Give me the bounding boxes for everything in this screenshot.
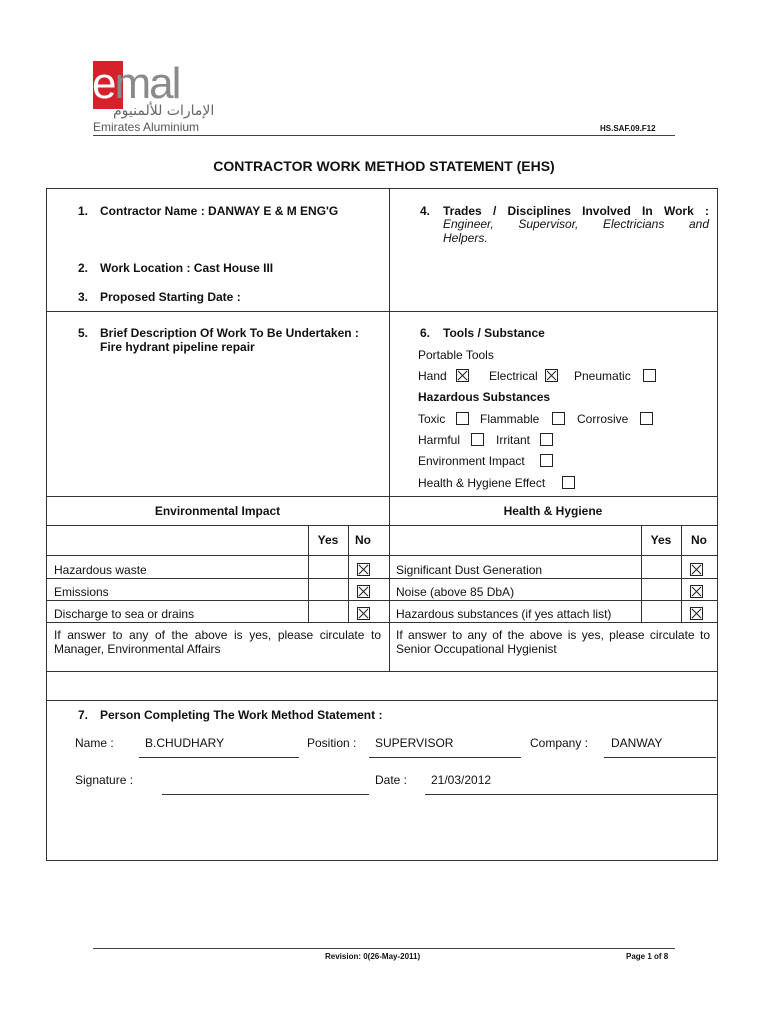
table-row: Emissions [54, 585, 109, 599]
position-underline [369, 757, 521, 758]
logo-letters: mal [114, 59, 180, 108]
proposed-starting-date: Proposed Starting Date : [100, 290, 241, 304]
footer-rule [93, 948, 675, 949]
table-row: Hazardous waste [54, 563, 147, 577]
logo-letter: e [92, 59, 115, 108]
trades-label: Trades / Disciplines Involved In Work : [443, 204, 709, 218]
corrosive-label: Corrosive [577, 412, 629, 426]
revision-text: Revision: 0(26-May-2011) [325, 952, 421, 961]
header-rule [93, 135, 675, 136]
contractor-name-row [100, 204, 338, 218]
signature-label: Signature : [75, 773, 134, 787]
brief-number: 5. [78, 326, 89, 340]
contractor-number: 1. [78, 204, 89, 218]
portable-tools-label: Portable Tools [418, 348, 494, 362]
divider [46, 525, 718, 526]
health-yes-header: Yes [650, 533, 672, 547]
tools-number: 6. [420, 326, 431, 340]
date-label: Date : [375, 773, 408, 787]
health-note-line1: If answer to any of the above is yes, please circulate to [396, 628, 710, 642]
table-row: Hazardous substances (if yes attach list) [396, 607, 612, 621]
name-underline [139, 757, 299, 758]
divider [46, 622, 718, 623]
trades-value-line2: Helpers. [443, 231, 488, 245]
corrosive-checkbox[interactable] [640, 412, 653, 425]
hazardous-substances-heading: Hazardous Substances [418, 390, 551, 404]
divider [46, 496, 718, 497]
work-location: Work Location : Cast House III [100, 261, 274, 275]
env-no-checkbox[interactable] [357, 585, 370, 598]
date-underline [425, 794, 717, 795]
company-underline [604, 757, 716, 758]
trades-value-line1: Engineer, Supervisor, Electricians and [443, 217, 709, 231]
health-no-checkbox[interactable] [690, 563, 703, 576]
divider [46, 600, 718, 601]
env-no-checkbox[interactable] [357, 563, 370, 576]
divider [46, 578, 718, 579]
health-note-line2: Senior Occupational Hygienist [396, 642, 557, 656]
divider [46, 555, 718, 556]
document-reference: HS.SAF.09.F12 [600, 124, 656, 133]
environment-impact-checkbox[interactable] [540, 454, 553, 467]
env-no-checkbox[interactable] [357, 607, 370, 620]
name-label: Name : [75, 736, 114, 750]
divider [46, 311, 718, 312]
hand-checkbox[interactable] [456, 369, 469, 382]
flammable-checkbox[interactable] [552, 412, 565, 425]
company-value[interactable]: DANWAY [611, 736, 663, 750]
env-no-header: No [355, 533, 371, 547]
person-number: 7. [78, 708, 89, 722]
page-number: Page 1 of 8 [626, 952, 669, 961]
health-no-header: No [691, 533, 707, 547]
page-title: CONTRACTOR WORK METHOD STATEMENT (EHS) [213, 158, 555, 174]
location-number: 2. [78, 261, 89, 275]
electrical-label: Electrical [489, 369, 538, 383]
table-row: Noise (above 85 DbA) [396, 585, 515, 599]
logo-arabic-text: الإمارات للألمنيوم [113, 103, 215, 119]
divider [46, 671, 718, 672]
pneumatic-checkbox[interactable] [643, 369, 656, 382]
logo-english-text: Emirates Aluminium [93, 120, 200, 134]
toxic-checkbox[interactable] [456, 412, 469, 425]
hand-label: Hand [418, 369, 447, 383]
health-hygiene-heading: Health & Hygiene [503, 504, 603, 518]
person-heading: Person Completing The Work Method Statement : [100, 708, 383, 722]
tools-label: Tools / Substance [443, 326, 545, 340]
table-row: Discharge to sea or drains [54, 607, 195, 621]
env-note-line2: Manager, Environmental Affairs [54, 642, 221, 656]
table-row: Significant Dust Generation [396, 563, 543, 577]
trades-number: 4. [420, 204, 431, 218]
start-number: 3. [78, 290, 89, 304]
signature-underline [162, 794, 369, 795]
environment-impact-label: Environment Impact [418, 454, 525, 468]
contractor-label: Contractor Name : [100, 204, 209, 218]
pneumatic-label: Pneumatic [574, 369, 631, 383]
divider [46, 700, 718, 701]
brief-description-value: Fire hydrant pipeline repair [100, 340, 255, 354]
harmful-label: Harmful [418, 433, 461, 447]
environmental-impact-heading: Environmental Impact [154, 504, 281, 518]
brief-description-label: Brief Description Of Work To Be Undertaken : [100, 326, 359, 340]
health-hygiene-effect-checkbox[interactable] [562, 476, 575, 489]
health-no-checkbox[interactable] [690, 585, 703, 598]
name-value[interactable]: B.CHUDHARY [145, 736, 225, 750]
irritant-checkbox[interactable] [540, 433, 553, 446]
toxic-label: Toxic [418, 412, 446, 426]
irritant-label: Irritant [496, 433, 531, 447]
position-value[interactable]: SUPERVISOR [375, 736, 454, 750]
health-no-checkbox[interactable] [690, 607, 703, 620]
contractor-value: DANWAY E & M ENG'G [208, 204, 339, 218]
date-value[interactable]: 21/03/2012 [431, 773, 492, 787]
health-hygiene-effect-label: Health & Hygiene Effect [418, 476, 546, 490]
divider [389, 188, 390, 671]
flammable-label: Flammable [480, 412, 540, 426]
env-yes-header: Yes [317, 533, 339, 547]
position-label: Position : [307, 736, 357, 750]
env-note-line1: If answer to any of the above is yes, please circulate to [54, 628, 381, 642]
company-label: Company : [530, 736, 589, 750]
harmful-checkbox[interactable] [471, 433, 484, 446]
electrical-checkbox[interactable] [545, 369, 558, 382]
